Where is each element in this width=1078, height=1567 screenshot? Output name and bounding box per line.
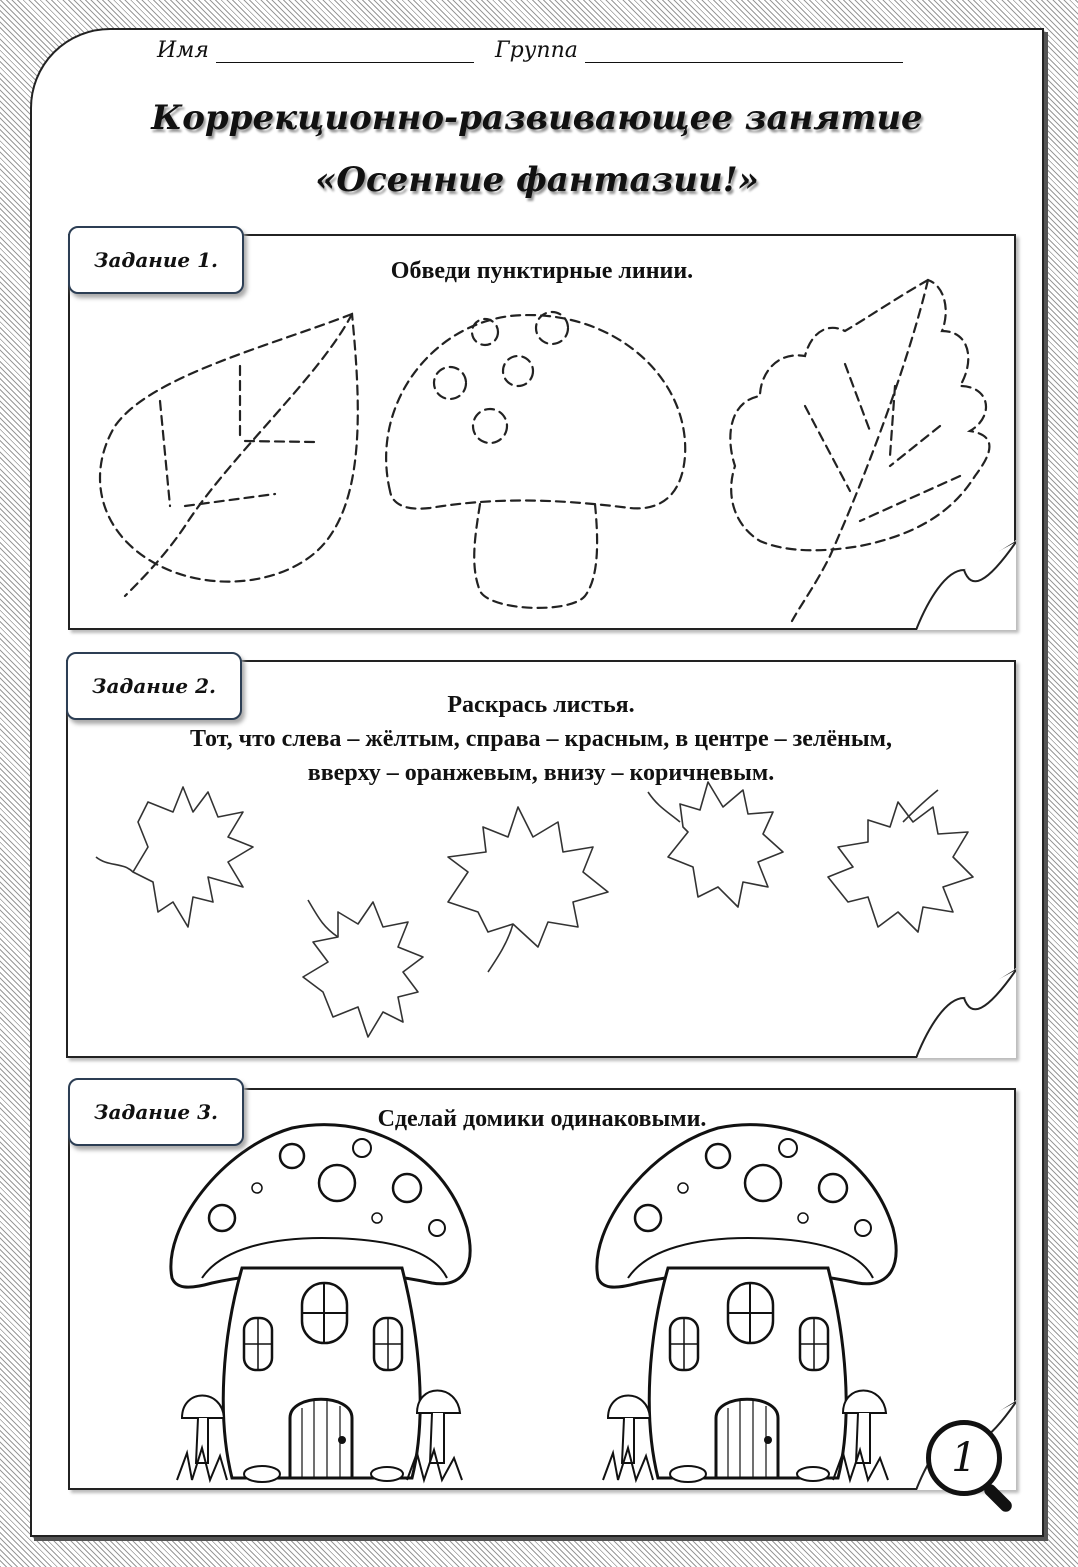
- header-fields: [157, 38, 903, 63]
- task-3-panel: [68, 1088, 1016, 1490]
- task-3-instruction: Сделай домики одинаковыми.: [377, 1106, 707, 1132]
- group-blank-line[interactable]: [585, 40, 903, 63]
- maple-leaf-left: [133, 787, 253, 927]
- maple-leaf-center: [448, 807, 608, 947]
- task-2-instruction-line-1: Раскрась листья.: [447, 692, 635, 718]
- task-2-instruction-line-3: вверху – оранжевым, внизу – коричневым.: [307, 760, 775, 786]
- dashed-leaf-left: [100, 314, 358, 582]
- name-blank-line[interactable]: [216, 40, 474, 63]
- mushroom-house-left: [171, 1125, 470, 1482]
- task-2-instruction-line-2: Тот, что слева – жёлтым, справа – красным, в центре – зелёным,: [190, 726, 892, 752]
- page-title: Коррекционно-развивающее занятие: [151, 98, 923, 138]
- task-1-instruction: Обведи пунктирные линии.: [390, 258, 694, 284]
- page-curl-2: [916, 968, 1016, 1058]
- maple-leaf-right: [828, 802, 973, 932]
- maple-leaf-top: [668, 782, 783, 907]
- task-3-mushroom-houses: [70, 1090, 1014, 1488]
- page-subtitle: «Осенние фантазии!»: [315, 160, 759, 200]
- mushroom-house-right: [597, 1125, 896, 1482]
- dashed-mushroom-stem: [474, 504, 597, 608]
- task-1-dashed-drawings: [70, 236, 1014, 628]
- page-curl-1: [916, 540, 1016, 630]
- task-1-label: Задание 1.: [68, 226, 244, 294]
- dashed-mushroom-cap: [386, 315, 685, 509]
- group-label: Группа: [495, 38, 578, 63]
- task-2-leaves: [68, 662, 1014, 1056]
- page-number: 1: [926, 1420, 1002, 1496]
- dashed-leaf-right-vein: [792, 280, 928, 621]
- task-2-label: Задание 2.: [66, 652, 242, 720]
- page-number-magnifier: [926, 1420, 1004, 1498]
- dashed-leaf-left-vein: [125, 314, 352, 596]
- worksheet-page: [30, 28, 1044, 1537]
- name-label: Имя: [157, 38, 209, 63]
- dashed-leaf-right: [730, 280, 989, 550]
- task-3-label: Задание 3.: [68, 1078, 244, 1146]
